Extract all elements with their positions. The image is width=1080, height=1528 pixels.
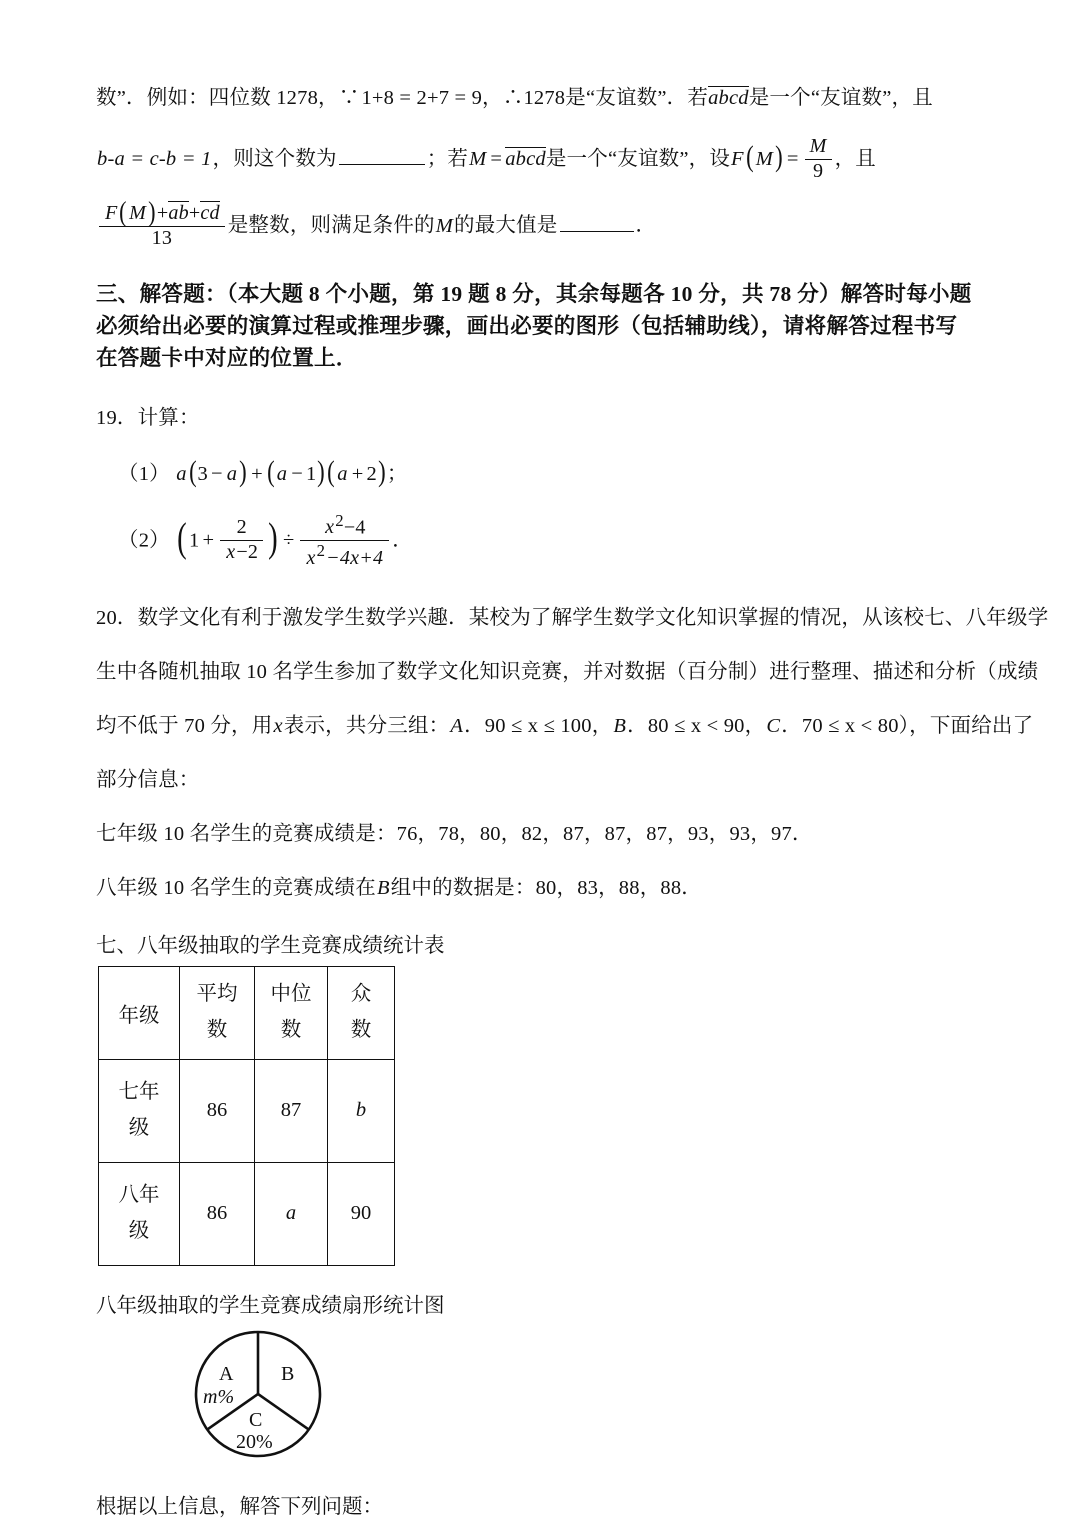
answer-blank-2[interactable] bbox=[560, 216, 634, 232]
p18-text-c: 是一个“友谊数”，且 bbox=[748, 87, 933, 109]
table-header-grade bbox=[99, 966, 180, 1059]
section-3-heading-line-2: 必须给出必要的演算过程或推理步骤，画出必要的图形（包括辅助线），请将解答过程书写 bbox=[96, 313, 958, 338]
fraction-x2-minus-4-over-x2-minus-4x-plus-4 bbox=[300, 511, 389, 571]
row-grade-7-label bbox=[99, 1059, 180, 1162]
row-grade-7-median: 87 bbox=[255, 1059, 328, 1162]
pie-slice-value-C: 20% bbox=[236, 1430, 273, 1453]
den-x: x bbox=[306, 546, 316, 569]
var-x: x bbox=[273, 714, 283, 737]
row-grade-8-mean: 86 bbox=[180, 1162, 255, 1265]
grade-7-bottom: 级 bbox=[128, 1116, 150, 1139]
p18-equals-2: = bbox=[786, 147, 799, 170]
expr2-1: 1 bbox=[189, 529, 200, 552]
problem-19-part-2: （2） ( 1 + $\frac{2}{x-2}$ ) ÷ $\frac{x^2-4}{x^2-4x+4}$ ． bbox=[118, 510, 413, 569]
problem-20 bbox=[96, 598, 1049, 1519]
group-label-B: B bbox=[613, 714, 627, 737]
grade-8-scores-label-b: 组中的数据是： bbox=[390, 876, 536, 899]
header-median-bottom: 数 bbox=[280, 1018, 302, 1041]
p18-text-d: ，则这个数为 bbox=[212, 147, 337, 170]
overline-abcd-2: abcd bbox=[505, 147, 546, 170]
p18-var-M-3: M bbox=[435, 214, 453, 237]
problem-20-line-1 bbox=[96, 598, 1049, 638]
fraction-denominator bbox=[220, 541, 263, 565]
page-body-column bbox=[96, 78, 1049, 1519]
problem-20-line-3 bbox=[96, 706, 1034, 746]
grade-8-scores-label-a: 八年级 10 名学生的竞赛成绩在 bbox=[96, 876, 376, 899]
p18-period: ． bbox=[635, 214, 657, 237]
section-3-heading bbox=[96, 278, 992, 374]
fraction-numerator bbox=[319, 511, 370, 540]
overline-ab: ab bbox=[168, 202, 189, 225]
part-1-label: （1） bbox=[118, 462, 170, 485]
expr2-plus: + bbox=[202, 529, 215, 552]
fraction-FM-ab-cd-over-13 bbox=[99, 196, 225, 250]
fraction-2-over-x-minus-2 bbox=[220, 516, 263, 564]
num-x: x bbox=[325, 516, 335, 539]
table-header-median bbox=[255, 966, 328, 1059]
p18-text-a: 数”．例如：四位数 1278， bbox=[96, 87, 339, 109]
problem-20-text-4: 部分信息： bbox=[96, 768, 200, 791]
expr-semicolon: ； bbox=[386, 462, 408, 485]
problem-20-line-2 bbox=[96, 652, 1039, 692]
overline-cd: cd bbox=[200, 202, 220, 225]
fraction-denominator bbox=[300, 541, 389, 570]
expr-plus-2: + bbox=[351, 462, 364, 485]
section-3-heading-line-3: 在答题卡中对应的位置上． bbox=[96, 345, 358, 370]
problem-19-prompt-text: 计算： bbox=[137, 406, 200, 429]
expr-minus-2: − bbox=[291, 462, 304, 485]
comma-2: ， bbox=[744, 714, 766, 737]
plus-1: + bbox=[156, 202, 169, 225]
fraction-numerator: 2 bbox=[236, 516, 247, 539]
part-2-label: （2） bbox=[118, 529, 170, 552]
comma-1: ， bbox=[591, 714, 613, 737]
grade-8-bottom: 级 bbox=[128, 1219, 150, 1242]
grade-7-scores-label: 七年级 10 名学生的竞赛成绩是： bbox=[96, 822, 397, 845]
expr-2: 2 bbox=[366, 462, 377, 485]
func-F: F bbox=[105, 202, 118, 225]
grade-8-scores-values: 80，83，88，88． bbox=[535, 876, 702, 899]
group-label-C: C bbox=[766, 714, 781, 737]
row-grade-7-mean: 86 bbox=[180, 1059, 255, 1162]
row-grade-7-mode: b bbox=[328, 1059, 395, 1162]
p18-equals-1: = bbox=[490, 147, 503, 170]
pie-chart bbox=[186, 1324, 346, 1469]
expr-a3: a bbox=[276, 462, 288, 485]
p18-text-b: 是“友谊数”．若 bbox=[565, 87, 709, 109]
header-mode-bottom: 数 bbox=[350, 1018, 372, 1041]
p18-text-g: ，且 bbox=[834, 147, 876, 170]
table-row bbox=[99, 1059, 395, 1162]
fraction-numerator: M bbox=[809, 134, 827, 157]
problem18-line-2: b-a = c-b = 1，则这个数为 ；若M = abcd是一个“友谊数”，设F( M) = $\frac{M}{9}$ ，且 bbox=[97, 134, 876, 182]
expr-a2: a bbox=[226, 462, 238, 485]
fraction-denominator: 13 bbox=[151, 227, 173, 250]
pie-slice-label-C: C bbox=[249, 1408, 263, 1431]
p18-eq-1: 1+8 = 2+7 = 9 bbox=[361, 87, 483, 109]
den-rest: −4x+4 bbox=[326, 546, 384, 569]
p18-comma-1: ， bbox=[482, 87, 503, 109]
den-rest: −2 bbox=[236, 541, 259, 564]
table-header-mode bbox=[328, 966, 395, 1059]
table-header-mean bbox=[180, 966, 255, 1059]
header-mean-top: 平均 bbox=[196, 983, 238, 1006]
expr-1: 1 bbox=[306, 462, 317, 485]
problem-20-number: 20． bbox=[96, 606, 138, 629]
den-exponent: 2 bbox=[316, 541, 326, 561]
problem-20-text-2: 生中各随机抽取 10 名学生参加了数学文化知识竞赛，并对数据（百分制）进行整理、描述和分析（成绩 bbox=[96, 660, 1039, 683]
group-label-B-ref: B bbox=[376, 876, 390, 899]
section-3-heading-line-1: 三、解答题：（本大题 8 个小题，第 19 题 8 分，其余每题各 10 分，共 78 分）解答时每小题 bbox=[96, 281, 972, 306]
p18-var-M-2: M bbox=[755, 147, 773, 170]
expr-minus: − bbox=[211, 462, 223, 485]
problem18-line-3 bbox=[96, 196, 996, 251]
header-mode-top: 众 bbox=[350, 983, 372, 1006]
group-label-A: A bbox=[450, 714, 464, 737]
stats-table-caption: 七、八年级抽取的学生竞赛成绩统计表 bbox=[96, 934, 445, 957]
p18-text-f: 是一个“友谊数”，设 bbox=[545, 147, 731, 170]
pie-chart-caption: 八年级抽取的学生竞赛成绩扇形统计图 bbox=[96, 1294, 445, 1317]
p18-eq-ba-cb: b-a = c-b = 1 bbox=[97, 147, 212, 170]
group-range-C: ．70 ≤ x < 80 bbox=[781, 714, 899, 737]
problem-20-text-1: 数学文化有利于激发学生数学兴趣．某校为了解学生数学文化知识掌握的情况，从该校七、八年级学 bbox=[137, 606, 1049, 629]
header-grade-label: 年级 bbox=[118, 1004, 160, 1027]
p18-eq-2: 1278 bbox=[523, 87, 566, 109]
expr-a4: a bbox=[337, 462, 348, 485]
den-x: x bbox=[226, 541, 236, 564]
expr-3: 3 bbox=[197, 462, 208, 485]
therefore-symbol: ∴ bbox=[502, 87, 524, 109]
fraction-numerator: F( M)+ab+cd bbox=[105, 196, 220, 228]
overline-abcd-1: abcd bbox=[708, 87, 749, 109]
row-grade-8-mode: 90 bbox=[328, 1162, 395, 1265]
problem-20-text-3c: ），下面给出了 bbox=[898, 714, 1034, 737]
pie-slice-label-A: A bbox=[219, 1362, 234, 1385]
p18-text-e: ；若 bbox=[426, 147, 469, 170]
problem-20-line-4 bbox=[96, 760, 996, 800]
grade-7-top: 七年 bbox=[118, 1081, 160, 1104]
p18-func-F-1: F bbox=[731, 147, 744, 170]
stats-table bbox=[98, 966, 395, 1266]
expr-plus: + bbox=[251, 462, 263, 485]
fraction-M-over-9 bbox=[805, 135, 832, 183]
row-grade-8-label bbox=[99, 1162, 180, 1265]
problem-20-closing-prompt: 根据以上信息，解答下列问题： bbox=[96, 1495, 383, 1518]
divide-sign: ÷ bbox=[283, 529, 295, 552]
plus-2: + bbox=[188, 202, 201, 225]
group-range-B: ．80 ≤ x < 90 bbox=[627, 714, 745, 737]
because-symbol: ∵ bbox=[338, 87, 360, 109]
row-grade-8-median: a bbox=[255, 1162, 328, 1265]
problem18-line-1 bbox=[96, 78, 996, 118]
grade-8-scores-line bbox=[96, 868, 996, 908]
fraction-denominator: 9 bbox=[812, 159, 824, 182]
expr-a1: a bbox=[176, 462, 187, 485]
var-M: M bbox=[129, 202, 147, 225]
problem-20-text-3a: 均不低于 70 分，用 bbox=[96, 714, 273, 737]
problem-20-text-3b: 表示，共分三组： bbox=[283, 714, 450, 737]
grade-7-scores-values: 76，78，80，82，87，87，87，93，93，97． bbox=[396, 822, 813, 845]
p18-text-i: 的最大值是 bbox=[454, 214, 558, 237]
expr2-period: ． bbox=[392, 529, 413, 552]
pie-slice-value-A: m% bbox=[203, 1385, 235, 1408]
p18-var-M-1: M bbox=[469, 147, 487, 170]
problem-19-number: 19． bbox=[96, 406, 138, 429]
table-header-row bbox=[99, 966, 395, 1059]
answer-blank-1[interactable] bbox=[339, 149, 425, 165]
problem-19-part-1: （1） a(3 − a) + ( a − 1)( a + 2)； bbox=[118, 455, 408, 488]
group-range-A: ．90 ≤ x ≤ 100 bbox=[464, 714, 592, 737]
table-row bbox=[99, 1162, 395, 1265]
pie-slice-label-B: B bbox=[281, 1362, 295, 1385]
num-rest: −4 bbox=[343, 516, 366, 539]
header-mean-bottom: 数 bbox=[206, 1018, 228, 1041]
grade-8-top: 八年 bbox=[118, 1184, 160, 1207]
header-median-top: 中位 bbox=[270, 983, 312, 1006]
grade-7-scores-line bbox=[96, 814, 996, 854]
problem-19-prompt bbox=[96, 398, 996, 438]
p18-text-h: 是整数，则满足条件的 bbox=[227, 214, 435, 237]
num-exponent: 2 bbox=[335, 510, 344, 530]
